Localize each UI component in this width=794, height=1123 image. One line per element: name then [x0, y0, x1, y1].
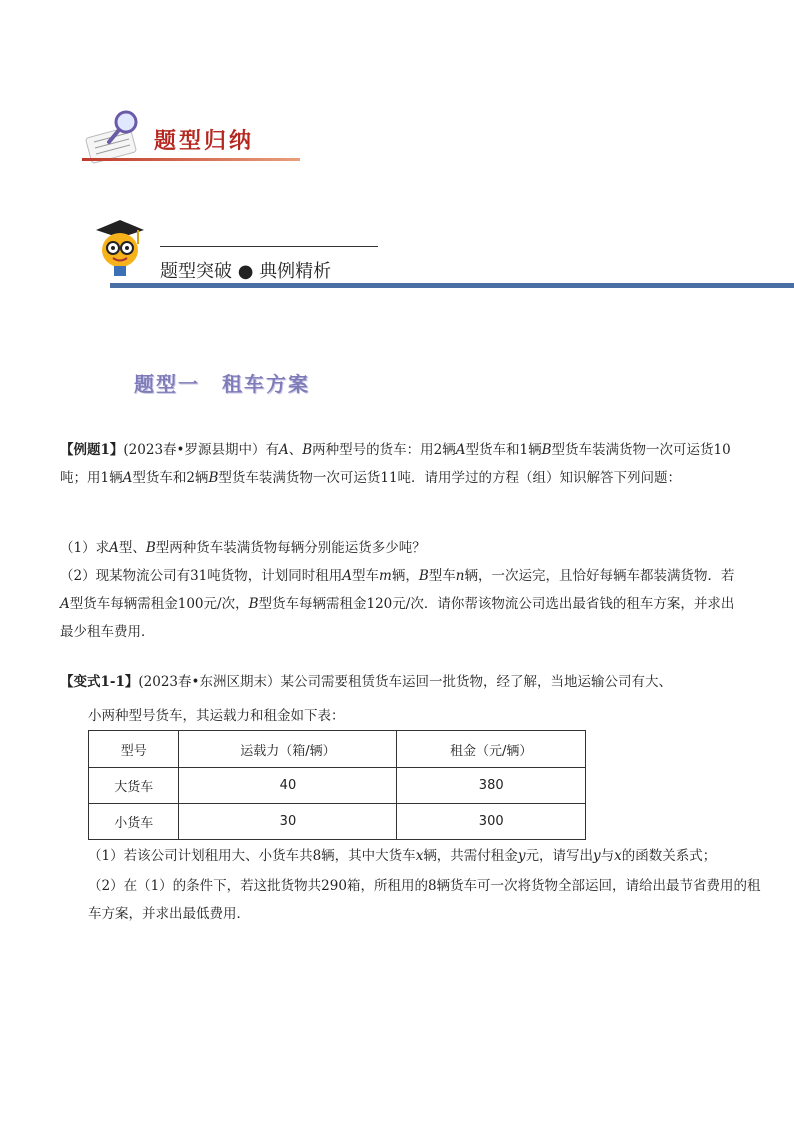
var-B: B — [208, 470, 219, 486]
text-run: 型货车装满货物一次可运货10吨；用1辆 — [60, 442, 731, 486]
text-run: 型货车和1辆 — [465, 442, 542, 458]
var-y: y — [592, 848, 601, 864]
text-run: 辆，一次运完，且恰好每辆车都装满货物．若 — [464, 568, 735, 584]
table-cell: 30 — [179, 804, 397, 840]
example-1-text — [60, 436, 740, 492]
text-run: 型货车每辆需租金120元/次．请你帮该物流公司选出最省钱的租车方案，并求出最少租车费用． — [60, 596, 735, 640]
text-run: 型两种货车装满货物每辆分别能运货多少吨？ — [155, 540, 426, 556]
example-source: (2023春•罗源县期中） — [123, 442, 266, 458]
text-run: 型货车每辆需租金100元/次， — [69, 596, 249, 612]
variant-1-1-text-cont: 小两种型号货车，其运载力和租金如下表： — [88, 708, 345, 724]
var-B: B — [541, 442, 552, 458]
table-cell: 小货车 — [89, 804, 179, 840]
example-tag: 【例题1】 — [60, 442, 124, 458]
text-run: 型、 — [118, 540, 146, 556]
var-x: x — [415, 848, 424, 864]
variant-question-1 — [88, 842, 768, 870]
var-B: B — [145, 540, 156, 556]
table-cell: 40 — [179, 768, 397, 804]
variant-1-1-text — [60, 668, 750, 696]
text-run: （1）若该公司计划租用大、小货车共8辆，其中大货车 — [88, 848, 416, 864]
variant-question-2: （2）在（1）的条件下，若这批货物共290箱，所租用的8辆货车可一次将货物全部运回，请给出最节省费用的租车方案，并求出最低费用． — [88, 878, 761, 922]
text-run: 辆，共需付租金 — [423, 848, 518, 864]
section-header-title: 题型归纳 — [154, 129, 255, 154]
text-run: 某公司需要租赁货车运回一批货物，经了解，当地运输公司有大、 — [280, 674, 672, 690]
text-run: 、 — [288, 442, 303, 458]
text-run: 型车 — [428, 568, 456, 584]
var-B: B — [418, 568, 429, 584]
table-cell: 300 — [397, 804, 586, 840]
variant-tag: 【变式1-1】 — [60, 674, 139, 690]
topic-title: 题型一 租车方案 — [134, 372, 310, 396]
table-row — [89, 768, 586, 804]
table-cell: 大货车 — [89, 768, 179, 804]
var-A: A — [342, 568, 353, 584]
text-run: 两种型号的货车：用2辆 — [312, 442, 456, 458]
truck-table — [88, 730, 586, 840]
text-run: （1）求 — [60, 540, 110, 556]
example-1-question-1 — [60, 534, 740, 562]
text-run: 与 — [600, 848, 615, 864]
subsection-header-title: 题型突破 ● 典例精析 — [160, 261, 332, 282]
var-A: A — [122, 470, 133, 486]
text-run: 元，请写出 — [525, 848, 593, 864]
text-run: （2）现某物流公司有31吨货物，计划同时租用 — [60, 568, 343, 584]
graduate-mascot-icon — [88, 216, 152, 280]
table-header: 运载力（箱/辆） — [179, 731, 397, 768]
table-header: 租金（元/辆） — [397, 731, 586, 768]
text-run: 有 — [265, 442, 279, 458]
table-header-row — [89, 731, 586, 768]
text-run: 辆， — [391, 568, 419, 584]
var-B: B — [302, 442, 313, 458]
text-run: 型货车装满货物一次可运货11吨．请用学过的方程（组）知识解答下列问题： — [218, 470, 682, 486]
var-n: n — [455, 568, 465, 584]
var-A: A — [60, 596, 70, 612]
table-header: 型号 — [89, 731, 179, 768]
header-underline — [82, 158, 300, 161]
text-run: 型货车和2辆 — [132, 470, 209, 486]
var-A: A — [109, 540, 119, 556]
table-cell: 380 — [397, 768, 586, 804]
example-1-question-2 — [60, 562, 740, 646]
text-run: 型车 — [352, 568, 380, 584]
text-run: 的函数关系式； — [621, 848, 717, 864]
var-A: A — [455, 442, 466, 458]
table-row — [89, 804, 586, 840]
header-bar — [110, 283, 794, 288]
var-y: y — [517, 848, 526, 864]
var-x: x — [614, 848, 622, 864]
variant-source: (2023春•东洲区期末） — [138, 674, 281, 690]
var-m: m — [379, 568, 392, 584]
header-topline — [160, 246, 378, 247]
var-A: A — [279, 442, 289, 458]
var-B: B — [248, 596, 259, 612]
